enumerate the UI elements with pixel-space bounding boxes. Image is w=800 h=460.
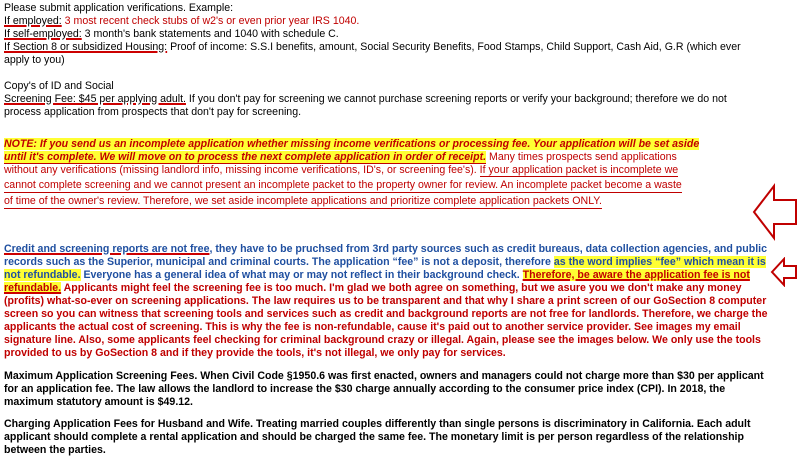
fee-line xyxy=(4,93,792,106)
note-line-5: of time of the owner's review. Therefore, we set aside incomplete applications and prioritize complete application packets ONLY. xyxy=(4,195,602,208)
credit-line-3: not refundable. Everyone has a general idea of what may or may not reflect in their background check. Therefore, be aware the application fee is not xyxy=(4,269,750,281)
credit-line-9: provided to us by GoSection 8 and if they provide the tools, it's not illegal, we only pay for services. xyxy=(4,347,506,359)
couples-section xyxy=(4,418,792,457)
note-line-2: until it's complete. We will move on to process the next complete application in order of receipt. Many times prospects send applications xyxy=(4,151,677,163)
section8-label: If Section 8 or subsidized Housing: xyxy=(4,41,168,53)
section8-line xyxy=(4,41,792,54)
employed-label: If employed: xyxy=(4,15,62,27)
self-employed-label: If self-employed: xyxy=(4,28,82,40)
note-line-1: NOTE: If you send us an incomplete application whether missing income verifications or processing fee. Your application will be set aside xyxy=(4,138,700,150)
credit-line-5: (profits) what-so-ever on screening applications. The law requires us to be transparent and that why I share a print screen of our GoSection 8 computer xyxy=(4,295,767,307)
section8-text: Proof of income: S.S.I benefits, amount, Social Security Benefits, Food Stamps, Child Support, Cash Aid, G.R (which ever xyxy=(167,41,741,53)
self-employed-line xyxy=(4,28,792,41)
credit-line-2: records such as the Superior, municipal and criminal courts. The application “fee” is not a deposit, therefore as the word implies “fee” which mean it is xyxy=(4,256,766,268)
credit-line-8: signature line. Also, some applicants feel checking for criminal background crazy or illegal. Again, please see the images below. We only use the tools xyxy=(4,334,761,346)
note-line-4: cannot complete screening and we cannot present an incomplete packet to the property owner for review. An incomplete packet become a waste xyxy=(4,179,682,191)
note-line-3: without any verifications (missing landlord info, missing income verifications, ID's, or screening fee's). If your application packet is incomplete we xyxy=(4,164,679,176)
couples-line-2: applicant should complete a rental application and should be charged the same fee. The monetary limit is per person regardless of the relationship xyxy=(4,431,744,443)
couples-line-3: between the parties. xyxy=(4,444,106,456)
intro-section xyxy=(4,2,792,119)
credit-line-1: Credit and screening reports are not free, they have to be pruchsed from 3rd party sources such as credit bureaus, data collection agencies, and public xyxy=(4,243,767,255)
section8-line-2: apply to you) xyxy=(4,54,65,66)
fee-text: If you don't pay for screening we cannot purchase screening reports or verify your background; therefore we do not xyxy=(185,93,727,105)
max-fee-section xyxy=(4,370,792,409)
fee-line-2: process application from prospects that don't pay for screening. xyxy=(4,106,302,118)
couples-line-1: Charging Application Fees for Husband and Wife. Treating married couples differently than single persons is discriminatory in California. Each adult xyxy=(4,418,751,430)
max-line-1: Maximum Application Screening Fees. When Civil Code §1950.6 was first enacted, owners and managers could not charge more than $30 per applicant xyxy=(4,370,764,382)
employed-text: 3 most recent check stubs of w2's or even prior year IRS 1040. xyxy=(61,15,360,27)
credit-line-7: applicants the actual cost of screening. This is why the fee is non-refundable, cause it's paid out to another service provider. See images my email xyxy=(4,321,741,333)
max-line-3: maximum statutory amount is $49.12. xyxy=(4,396,193,408)
self-employed-text: 3 month's bank statements and 1040 with schedule C. xyxy=(81,28,339,40)
credit-line-4: refundable. Applicants might feel the screening fee is too much. I'm glad we both agree on something, but we asure you we don't make any money xyxy=(4,282,742,294)
intro-heading: Please submit application verifications. Example: xyxy=(4,2,234,14)
note-section xyxy=(4,138,792,210)
employed-line xyxy=(4,15,792,28)
max-line-2: for an application fee. The law allows the landlord to increase the $30 charge annually according to the consumer price index (CPI). In 2018, the xyxy=(4,383,726,395)
left-arrow-icon xyxy=(752,182,798,242)
fee-label: Screening Fee: $45 per applying adult. xyxy=(4,93,186,105)
id-line: Copy's of ID and Social xyxy=(4,80,114,92)
credit-section xyxy=(4,243,792,360)
credit-line-6: screen so you can witness that screening tools and services such as credit and background reports are not free for landlords. Therefore, we charge the xyxy=(4,308,768,320)
